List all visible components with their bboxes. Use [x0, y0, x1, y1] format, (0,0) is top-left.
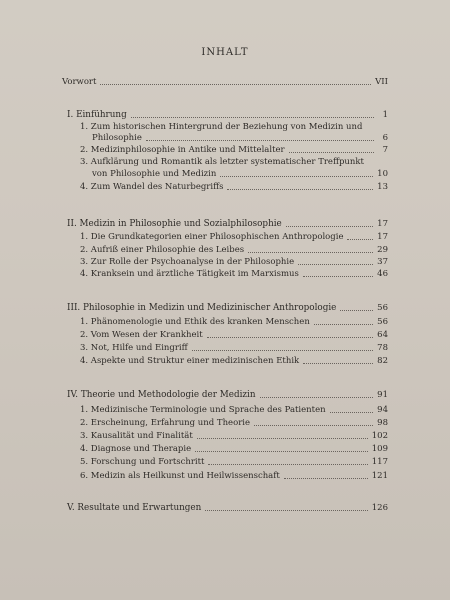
toc-label: 4. Aspekte und Struktur einer medizinischen Ethik — [80, 356, 300, 366]
toc-page: 91 — [377, 390, 388, 400]
leader-dots — [260, 397, 374, 398]
toc-page: 10 — [377, 169, 388, 179]
toc-page: 126 — [371, 503, 388, 513]
toc-label: 4. Zum Wandel des Naturbegriffs — [80, 182, 224, 192]
leader-dots — [208, 464, 367, 465]
toc-page: 98 — [377, 418, 388, 428]
leader-dots — [347, 239, 373, 240]
leader-dots — [284, 478, 368, 479]
bleed-through-text — [394, 4, 444, 84]
toc-entry — [80, 471, 388, 481]
toc-label: 6. Medizin als Heilkunst und Heilwissenschaft — [80, 471, 280, 481]
toc-label: 2. Aufriß einer Philosophie des Leibes — [80, 245, 245, 255]
leader-dots — [220, 176, 373, 177]
leader-dots — [303, 276, 373, 277]
toc-page: 64 — [377, 330, 388, 340]
toc-label: 1. Phänomenologie und Ethik des kranken Menschen — [80, 317, 310, 327]
toc-section — [67, 110, 388, 120]
toc-page: 94 — [377, 405, 388, 415]
leader-dots — [207, 337, 373, 338]
leader-dots — [289, 152, 374, 153]
leader-dots — [197, 438, 368, 439]
toc-page: VII — [375, 77, 388, 87]
toc-page: 121 — [371, 471, 388, 481]
toc-label: 3. Kausalität und Finalität — [80, 431, 193, 441]
leader-dots — [131, 117, 374, 118]
toc-page: 17 — [377, 232, 388, 242]
toc-entry — [80, 356, 388, 366]
toc-label: von Philosophie und Medizin — [92, 169, 217, 179]
toc-entry — [80, 418, 388, 428]
toc-entry — [80, 343, 388, 353]
toc-page: 56 — [377, 303, 388, 313]
toc-page: 117 — [371, 457, 388, 467]
toc-entry — [80, 444, 388, 454]
toc-page: 56 — [377, 317, 388, 327]
toc-page: 6 — [382, 133, 388, 143]
toc-entry — [80, 232, 388, 242]
toc-entry — [80, 245, 388, 255]
leader-dots — [314, 324, 373, 325]
leader-dots — [286, 226, 373, 227]
toc-entry — [80, 457, 388, 467]
toc-section-label: IV. Theorie und Methodologie der Medizin — [67, 390, 256, 400]
page-title: INHALT — [201, 47, 249, 58]
toc-label: 3. Not, Hilfe und Eingriff — [80, 343, 188, 353]
leader-dots — [254, 425, 373, 426]
toc-label: 4. Diagnose und Therapie — [80, 444, 192, 454]
toc-entry — [80, 317, 388, 327]
toc-section-label: III. Philosophie in Medizin und Medizinischer Anthropologie — [67, 303, 337, 313]
toc-page: 102 — [371, 431, 388, 441]
toc-section-label: II. Medizin in Philosophie und Sozialphilosophie — [67, 219, 282, 229]
leader-dots — [303, 363, 373, 364]
toc-section — [67, 503, 388, 513]
toc-label: 1. Medizinische Terminologie und Sprache des Patienten — [80, 405, 326, 415]
leader-dots — [298, 264, 373, 265]
toc-section — [67, 303, 388, 313]
toc-page: 78 — [377, 343, 388, 353]
toc-page: 29 — [377, 245, 388, 255]
toc-entry: 1. Zum historischen Hintergrund der Beziehung von Medizin und — [80, 122, 363, 132]
toc-page: 109 — [371, 444, 388, 454]
toc-foreword — [62, 77, 388, 87]
toc-label: 4. Kranksein und ärztliche Tätigkeit im Marxismus — [80, 269, 299, 279]
toc-page: 37 — [377, 257, 388, 267]
leader-dots — [192, 350, 374, 351]
toc-section — [67, 390, 388, 400]
toc-section-label: I. Einführung — [67, 110, 127, 120]
leader-dots — [195, 451, 368, 452]
toc-entry — [80, 405, 388, 415]
leader-dots — [227, 189, 373, 190]
toc-section-label: V. Resultate und Erwartungen — [67, 503, 202, 513]
toc-entry — [80, 145, 388, 155]
leader-dots — [330, 412, 374, 413]
toc-label: 3. Zur Rolle der Psychoanalyse in der Philosophie — [80, 257, 295, 267]
leader-dots — [205, 510, 367, 511]
toc-entry — [80, 269, 388, 279]
toc-entry — [80, 330, 388, 340]
leader-dots — [146, 140, 374, 141]
toc-label: Vorwort — [62, 77, 97, 87]
leader-dots — [248, 252, 373, 253]
toc-entry-cont — [92, 133, 388, 143]
toc-label: 2. Vom Wesen der Krankheit — [80, 330, 203, 340]
toc-page: 17 — [377, 219, 388, 229]
toc-page: 1 — [382, 110, 388, 120]
toc-entry-cont — [92, 169, 388, 179]
toc-label: 5. Forschung und Fortschritt — [80, 457, 205, 467]
leader-dots — [340, 310, 373, 311]
toc-page: 13 — [377, 182, 388, 192]
toc-entry: 3. Aufklärung und Romantik als letzter systematischer Treffpunkt — [80, 157, 364, 167]
toc-entry — [80, 431, 388, 441]
toc-page: 7 — [382, 145, 388, 155]
toc-entry — [80, 257, 388, 267]
toc-page: 82 — [377, 356, 388, 366]
toc-label: Philosophie — [92, 133, 142, 143]
toc-section — [67, 219, 388, 229]
toc-label: 1. Die Grundkategorien einer Philosophischen Anthropologie — [80, 232, 344, 242]
leader-dots — [100, 84, 371, 85]
toc-label: 2. Erscheinung, Erfahrung und Theorie — [80, 418, 250, 428]
toc-entry — [80, 182, 388, 192]
toc-label: 2. Medizinphilosophie in Antike und Mittelalter — [80, 145, 285, 155]
toc-page: 46 — [377, 269, 388, 279]
